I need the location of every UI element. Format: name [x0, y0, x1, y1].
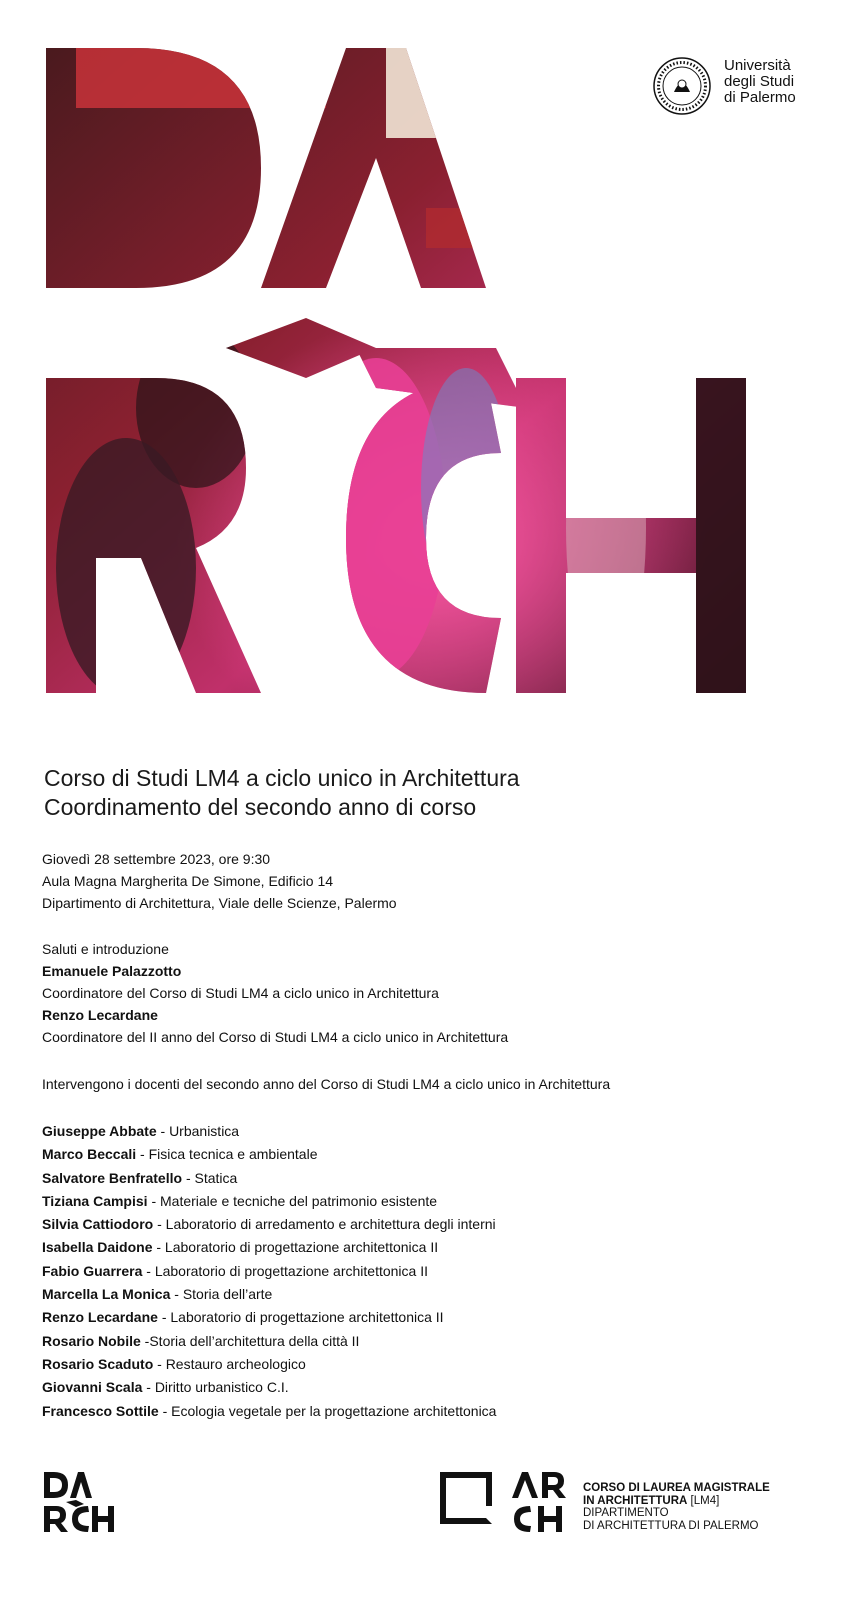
event-date: Giovedì 28 settembre 2023, ore 9:30 [42, 851, 271, 867]
teacher-subject: - Restauro archeologico [153, 1355, 306, 1372]
teacher-subject: - Storia dell’arte [170, 1286, 273, 1303]
darch-logo-icon [44, 1472, 114, 1532]
teacher-name: Francesco Sottile [42, 1402, 159, 1419]
teacher-subject: - Ecologia vegetale per la progettazione architettonica [158, 1402, 497, 1419]
teacher-name: Silvia Cattiodoro [42, 1216, 154, 1233]
teacher-name: Rosario Nobile [42, 1332, 141, 1349]
hero-image [46, 48, 806, 708]
list-item [42, 1376, 496, 1399]
title-line-1: Corso di Studi LM4 a ciclo unico in Architettura [44, 765, 520, 791]
footer-course-info: CORSO DI LAUREA MAGISTRALE IN ARCHITETTURA [LM4] DIPARTIMENTO DI ARCHITETTURA DI PALERMO [583, 1482, 770, 1532]
list-item [42, 1213, 496, 1236]
teacher-name: Rosario Scaduto [42, 1355, 154, 1372]
list-item [42, 1260, 496, 1283]
event-venue: Aula Magna Margherita De Simone, Edificio 14 [42, 873, 334, 889]
list-item [42, 1120, 496, 1143]
university-logo [652, 52, 822, 122]
greetings-heading: Saluti e introduzione [42, 941, 169, 957]
page-title [44, 764, 520, 822]
teacher-subject: - Materiale e tecniche del patrimonio esistente [147, 1192, 438, 1209]
speaker-name: Emanuele Palazzotto [42, 963, 182, 979]
teacher-subject: -Storia dell’architettura della città II [140, 1332, 360, 1349]
teacher-subject: - Laboratorio di progettazione architettonica II [157, 1309, 444, 1326]
list-item [42, 1236, 496, 1259]
teacher-subject: - Diritto urbanistico C.I. [142, 1379, 289, 1396]
teacher-name: Tiziana Campisi [42, 1192, 148, 1209]
teacher-name: Marco Beccali [42, 1146, 137, 1163]
university-name: Università degli Studi di Palermo [724, 57, 796, 106]
teacher-name: Isabella Daidone [42, 1239, 153, 1256]
teacher-subject: - Statica [182, 1169, 238, 1186]
square-logo-icon [440, 1472, 492, 1524]
speaker-role: Coordinatore del II anno del Corso di Studi LM4 a ciclo unico in Architettura [42, 1029, 509, 1045]
photo-credit: © S. Vuono [760, 558, 774, 620]
list-item [42, 1283, 496, 1306]
list-item [42, 1353, 496, 1376]
university-seal-icon [652, 56, 712, 116]
market-photo [46, 48, 806, 708]
intro-text: Intervengono i docenti del secondo anno del Corso di Studi LM4 a ciclo unico in Architettura [42, 1076, 611, 1092]
teacher-name: Salvatore Benfratello [42, 1169, 183, 1186]
teacher-subject: - Urbanistica [156, 1123, 240, 1139]
teacher-subject: - Laboratorio di arredamento e architettura degli interni [153, 1216, 496, 1233]
title-line-2: Coordinamento del secondo anno di corso [44, 794, 477, 820]
list-item [42, 1190, 496, 1213]
event-info [42, 848, 397, 914]
speaker-role: Coordinatore del Corso di Studi LM4 a ciclo unico in Architettura [42, 985, 439, 1001]
arch-logo-icon [510, 1472, 570, 1532]
list-item [42, 1143, 496, 1166]
teacher-subject: - Laboratorio di progettazione architettonica II [142, 1262, 428, 1279]
teacher-name: Giovanni Scala [42, 1379, 143, 1396]
list-item [42, 1306, 496, 1329]
teacher-name: Renzo Lecardane [42, 1309, 158, 1326]
list-item [42, 1330, 496, 1353]
greetings-section [42, 938, 508, 1048]
teacher-name: Marcella La Monica [42, 1286, 171, 1303]
list-item [42, 1400, 496, 1423]
teacher-subject: - Laboratorio di progettazione architettonica II [152, 1239, 439, 1256]
teacher-name: Giuseppe Abbate [42, 1123, 157, 1139]
teachers-list [42, 1120, 496, 1423]
speaker-name: Renzo Lecardane [42, 1007, 158, 1023]
event-address: Dipartimento di Architettura, Viale delle Scienze, Palermo [42, 895, 397, 911]
teacher-name: Fabio Guarrera [42, 1262, 143, 1279]
list-item [42, 1167, 496, 1190]
teacher-subject: - Fisica tecnica e ambientale [136, 1146, 318, 1163]
